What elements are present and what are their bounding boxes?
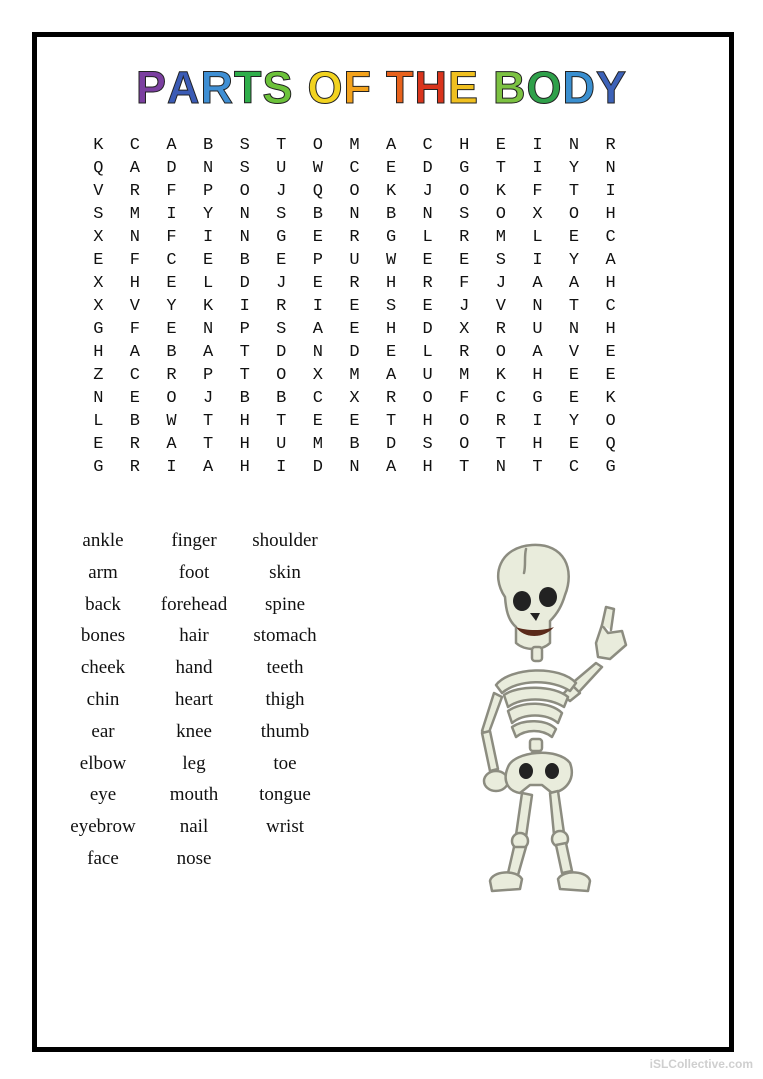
grid-letter: E [349, 320, 360, 339]
grid-letter: D [385, 435, 397, 454]
grid-letter: A [202, 458, 214, 477]
grid-letter: N [495, 458, 506, 477]
grid-letter: N [605, 159, 616, 178]
grid-letter: T [202, 412, 214, 431]
word-column [235, 525, 335, 843]
word-item: face [87, 847, 119, 869]
grid-letter: X [312, 366, 323, 385]
grid-letter: M [349, 366, 360, 385]
grid-letter: Y [568, 159, 580, 178]
grid-row [80, 389, 629, 412]
grid-letter: L [532, 228, 543, 247]
grid-letter: S [276, 205, 287, 224]
title-letter: A [166, 62, 201, 113]
grid-letter: I [166, 205, 177, 224]
grid-row [80, 251, 629, 274]
grid-letter: D [349, 343, 360, 362]
grid-letter: N [422, 205, 433, 224]
grid-letter: J [459, 297, 470, 316]
grid-letter: E [385, 159, 397, 178]
title-letter: P [135, 62, 167, 113]
grid-letter: C [349, 159, 360, 178]
grid-letter: P [202, 366, 214, 385]
grid-letter: C [166, 251, 177, 270]
word-item: cheek [80, 657, 126, 679]
grid-letter: A [202, 343, 214, 362]
grid-letter: K [93, 136, 104, 155]
grid-letter: E [385, 343, 397, 362]
grid-letter: E [93, 435, 104, 454]
grid-letter: O [312, 136, 323, 155]
grid-letter: C [568, 458, 580, 477]
grid-letter: A [166, 435, 177, 454]
grid-letter: E [495, 136, 506, 155]
title-letter: H [414, 62, 448, 113]
grid-letter: D [422, 320, 433, 339]
grid-letter: S [495, 251, 506, 270]
grid-letter: E [276, 251, 287, 270]
grid-letter: O [239, 182, 250, 201]
grid-letter: I [239, 297, 250, 316]
title-letter: R [200, 62, 234, 113]
title-letter [479, 62, 493, 114]
word-item: skin [269, 561, 301, 583]
grid-letter: C [422, 136, 433, 155]
grid-letter: V [495, 297, 506, 316]
grid-letter: E [93, 251, 104, 270]
grid-letter: R [166, 366, 177, 385]
grid-letter: H [459, 136, 470, 155]
grid-letter: A [532, 343, 543, 362]
grid-letter: R [495, 412, 506, 431]
grid-letter: J [495, 274, 506, 293]
word-column [144, 525, 244, 875]
grid-letter: G [605, 458, 616, 477]
grid-letter: T [459, 458, 470, 477]
grid-letter: F [459, 389, 470, 408]
grid-letter: F [166, 182, 177, 201]
grid-letter: P [202, 182, 214, 201]
word-item: leg [182, 752, 206, 774]
title-letter: E [448, 62, 480, 113]
grid-letter: U [349, 251, 360, 270]
grid-letter: H [422, 412, 433, 431]
grid-letter: T [568, 297, 580, 316]
grid-letter: I [532, 251, 543, 270]
grid-letter: E [312, 228, 323, 247]
word-item: eye [89, 784, 117, 806]
grid-letter: I [532, 159, 543, 178]
grid-letter: B [312, 205, 323, 224]
grid-letter: H [605, 205, 616, 224]
word-item: ear [91, 720, 115, 742]
grid-letter: M [129, 205, 140, 224]
grid-letter: K [385, 182, 397, 201]
word-item: knee [176, 720, 212, 742]
word-item: shoulder [252, 530, 318, 551]
grid-letter: Y [568, 412, 580, 431]
grid-row [80, 205, 629, 228]
grid-letter: J [276, 182, 287, 201]
word-item: forehead [160, 593, 228, 615]
grid-letter: D [276, 343, 287, 362]
title-letter: D [562, 62, 597, 113]
grid-letter: F [532, 182, 543, 201]
page-title [0, 62, 763, 114]
grid-letter: N [239, 205, 250, 224]
grid-letter: S [422, 435, 433, 454]
grid-letter: N [202, 320, 214, 339]
grid-letter: R [605, 136, 616, 155]
grid-letter: H [93, 343, 104, 362]
grid-letter: L [422, 228, 433, 247]
grid-letter: R [385, 389, 397, 408]
grid-letter: I [532, 136, 543, 155]
grid-letter: N [129, 228, 140, 247]
grid-letter: X [459, 320, 470, 339]
grid-letter: N [239, 228, 250, 247]
grid-letter: T [532, 458, 543, 477]
grid-letter: E [166, 320, 177, 339]
word-item: nail [179, 816, 209, 838]
grid-letter: E [459, 251, 470, 270]
grid-letter: O [276, 366, 287, 385]
word-item: toe [273, 752, 297, 774]
grid-letter: H [605, 320, 616, 339]
grid-letter: R [129, 182, 140, 201]
word-item: foot [178, 561, 210, 583]
grid-letter: Q [605, 435, 616, 454]
grid-letter: Y [202, 205, 214, 224]
grid-letter: E [349, 412, 360, 431]
grid-letter: I [605, 182, 616, 201]
grid-letter: X [349, 389, 360, 408]
grid-letter: G [93, 320, 104, 339]
grid-letter: Q [312, 182, 323, 201]
word-column [53, 525, 153, 875]
grid-letter: C [495, 389, 506, 408]
grid-letter: N [349, 205, 360, 224]
grid-letter: V [568, 343, 580, 362]
grid-letter: H [532, 435, 543, 454]
title-letter [293, 62, 307, 114]
grid-letter: E [568, 366, 580, 385]
grid-letter: Q [93, 159, 104, 178]
grid-letter: T [495, 435, 506, 454]
grid-letter: X [93, 228, 104, 247]
grid-letter: G [385, 228, 397, 247]
grid-letter: Z [93, 366, 104, 385]
grid-letter: M [459, 366, 470, 385]
grid-letter: E [605, 343, 616, 362]
grid-letter: C [129, 366, 140, 385]
grid-letter: T [385, 412, 397, 431]
grid-letter: N [532, 297, 543, 316]
grid-letter: N [202, 159, 214, 178]
word-item: thigh [265, 688, 305, 710]
grid-letter: A [312, 320, 323, 339]
grid-letter: T [276, 136, 287, 155]
grid-letter: K [605, 389, 616, 408]
grid-letter: R [349, 228, 360, 247]
grid-letter: F [129, 320, 140, 339]
grid-letter: A [166, 136, 177, 155]
grid-letter: T [202, 435, 214, 454]
grid-letter: T [495, 159, 506, 178]
grid-letter: S [239, 159, 250, 178]
grid-letter: G [93, 458, 104, 477]
grid-letter: W [385, 251, 397, 270]
grid-letter: O [605, 412, 616, 431]
title-letter: O [307, 62, 344, 113]
grid-letter: O [568, 205, 580, 224]
grid-letter: B [129, 412, 140, 431]
grid-letter: E [312, 412, 323, 431]
grid-letter: L [93, 412, 104, 431]
word-item: wrist [266, 816, 304, 838]
grid-letter: K [202, 297, 214, 316]
grid-letter: H [532, 366, 543, 385]
grid-letter: F [129, 251, 140, 270]
grid-letter: D [422, 159, 433, 178]
grid-letter: I [532, 412, 543, 431]
grid-letter: A [385, 458, 397, 477]
watermark: iSLCollective.com [649, 1057, 753, 1071]
grid-letter: H [239, 412, 250, 431]
grid-letter: H [605, 274, 616, 293]
grid-letter: R [459, 228, 470, 247]
grid-letter: A [129, 159, 140, 178]
grid-letter: V [93, 182, 104, 201]
grid-letter: S [385, 297, 397, 316]
grid-letter: H [129, 274, 140, 293]
word-item: hand [175, 657, 213, 679]
word-item: stomach [253, 625, 317, 647]
grid-letter: D [166, 159, 177, 178]
word-item: heart [175, 688, 213, 710]
title-letter: Y [596, 62, 628, 113]
grid-letter: O [459, 182, 470, 201]
grid-letter: M [349, 136, 360, 155]
grid-letter: B [202, 136, 214, 155]
grid-letter: G [532, 389, 543, 408]
grid-letter: O [422, 389, 433, 408]
word-item: back [85, 593, 121, 615]
grid-letter: T [239, 343, 250, 362]
grid-letter: N [312, 343, 323, 362]
word-item: elbow [79, 752, 127, 774]
grid-letter: F [166, 228, 177, 247]
grid-letter: C [605, 297, 616, 316]
grid-letter: O [495, 343, 506, 362]
grid-letter: C [129, 136, 140, 155]
grid-letter: G [276, 228, 287, 247]
grid-letter: B [349, 435, 360, 454]
grid-letter: A [568, 274, 580, 293]
grid-letter: N [93, 389, 104, 408]
word-item: tongue [259, 784, 311, 806]
grid-letter: B [239, 251, 250, 270]
grid-letter: H [385, 274, 397, 293]
word-item: hair [179, 625, 209, 647]
grid-letter: C [312, 389, 323, 408]
grid-letter: I [202, 228, 214, 247]
title-letter: T [386, 62, 415, 113]
grid-row [80, 159, 629, 182]
grid-letter: X [93, 297, 104, 316]
grid-letter: W [166, 412, 177, 431]
grid-row [80, 458, 629, 481]
grid-letter: A [532, 274, 543, 293]
grid-letter: H [239, 435, 250, 454]
title-letter [372, 62, 386, 114]
grid-letter: B [276, 389, 287, 408]
grid-letter: O [459, 435, 470, 454]
grid-letter: H [422, 458, 433, 477]
grid-letter: S [276, 320, 287, 339]
grid-letter: G [459, 159, 470, 178]
word-item: spine [264, 593, 306, 615]
grid-letter: E [422, 251, 433, 270]
grid-letter: S [93, 205, 104, 224]
grid-letter: W [312, 159, 323, 178]
grid-letter: E [568, 435, 580, 454]
grid-letter: X [93, 274, 104, 293]
grid-letter: Y [166, 297, 177, 316]
grid-letter: E [166, 274, 177, 293]
grid-letter: R [276, 297, 287, 316]
grid-letter: R [495, 320, 506, 339]
grid-letter: A [385, 366, 397, 385]
title-letter: S [262, 62, 294, 113]
grid-letter: K [495, 366, 506, 385]
grid-letter: X [532, 205, 543, 224]
grid-letter: E [202, 251, 214, 270]
grid-letter: D [239, 274, 250, 293]
grid-letter: Y [568, 251, 580, 270]
grid-letter: D [312, 458, 323, 477]
word-item: nose [176, 847, 212, 869]
grid-letter: S [459, 205, 470, 224]
grid-letter: C [605, 228, 616, 247]
word-search-grid [80, 136, 629, 481]
word-item: arm [88, 561, 118, 583]
grid-letter: N [568, 136, 580, 155]
grid-letter: E [568, 389, 580, 408]
grid-letter: E [349, 297, 360, 316]
word-item: thumb [260, 720, 310, 742]
grid-letter: B [239, 389, 250, 408]
grid-letter: M [495, 228, 506, 247]
grid-letter: E [129, 389, 140, 408]
grid-row [80, 412, 629, 435]
grid-letter: R [129, 458, 140, 477]
grid-letter: R [349, 274, 360, 293]
grid-letter: E [605, 366, 616, 385]
grid-row [80, 274, 629, 297]
title-letter: F [343, 62, 372, 113]
grid-letter: T [568, 182, 580, 201]
grid-row [80, 320, 629, 343]
grid-letter: B [385, 205, 397, 224]
grid-letter: V [129, 297, 140, 316]
grid-letter: A [385, 136, 397, 155]
grid-letter: U [276, 159, 287, 178]
word-item: bones [80, 625, 126, 647]
word-item: finger [171, 530, 217, 551]
word-item: mouth [169, 784, 219, 806]
grid-row [80, 343, 629, 366]
grid-letter: O [495, 205, 506, 224]
grid-letter: N [349, 458, 360, 477]
grid-letter: O [349, 182, 360, 201]
grid-letter: A [129, 343, 140, 362]
word-item: eyebrow [70, 816, 136, 838]
grid-letter: K [495, 182, 506, 201]
skeleton-illustration [430, 535, 640, 905]
grid-letter: U [276, 435, 287, 454]
grid-letter: S [239, 136, 250, 155]
grid-letter: U [422, 366, 433, 385]
grid-letter: E [312, 274, 323, 293]
grid-letter: J [202, 389, 214, 408]
grid-letter: T [276, 412, 287, 431]
grid-letter: R [129, 435, 140, 454]
grid-row [80, 136, 629, 159]
grid-letter: M [312, 435, 323, 454]
grid-letter: A [605, 251, 616, 270]
word-item: ankle [82, 530, 124, 551]
grid-letter: O [166, 389, 177, 408]
grid-letter: L [422, 343, 433, 362]
grid-letter: N [568, 320, 580, 339]
grid-letter: J [422, 182, 433, 201]
grid-letter: I [166, 458, 177, 477]
grid-row [80, 366, 629, 389]
word-item: teeth [266, 657, 304, 679]
grid-letter: O [459, 412, 470, 431]
grid-letter: P [312, 251, 323, 270]
grid-letter: E [422, 297, 433, 316]
grid-row [80, 182, 629, 205]
grid-letter: I [276, 458, 287, 477]
title-letter: B [493, 62, 527, 113]
grid-letter: H [385, 320, 397, 339]
grid-letter: F [459, 274, 470, 293]
grid-letter: T [239, 366, 250, 385]
grid-letter: J [276, 274, 287, 293]
grid-row [80, 435, 629, 458]
title-letter: T [233, 62, 263, 113]
grid-letter: U [532, 320, 543, 339]
grid-letter: P [239, 320, 250, 339]
grid-row [80, 228, 629, 251]
grid-letter: H [239, 458, 250, 477]
grid-letter: R [422, 274, 433, 293]
grid-letter: R [459, 343, 470, 362]
grid-letter: L [202, 274, 214, 293]
word-item: chin [86, 688, 120, 710]
grid-letter: B [166, 343, 177, 362]
grid-letter: E [568, 228, 580, 247]
grid-row [80, 297, 629, 320]
grid-letter: I [312, 297, 323, 316]
title-letter: O [526, 62, 563, 113]
